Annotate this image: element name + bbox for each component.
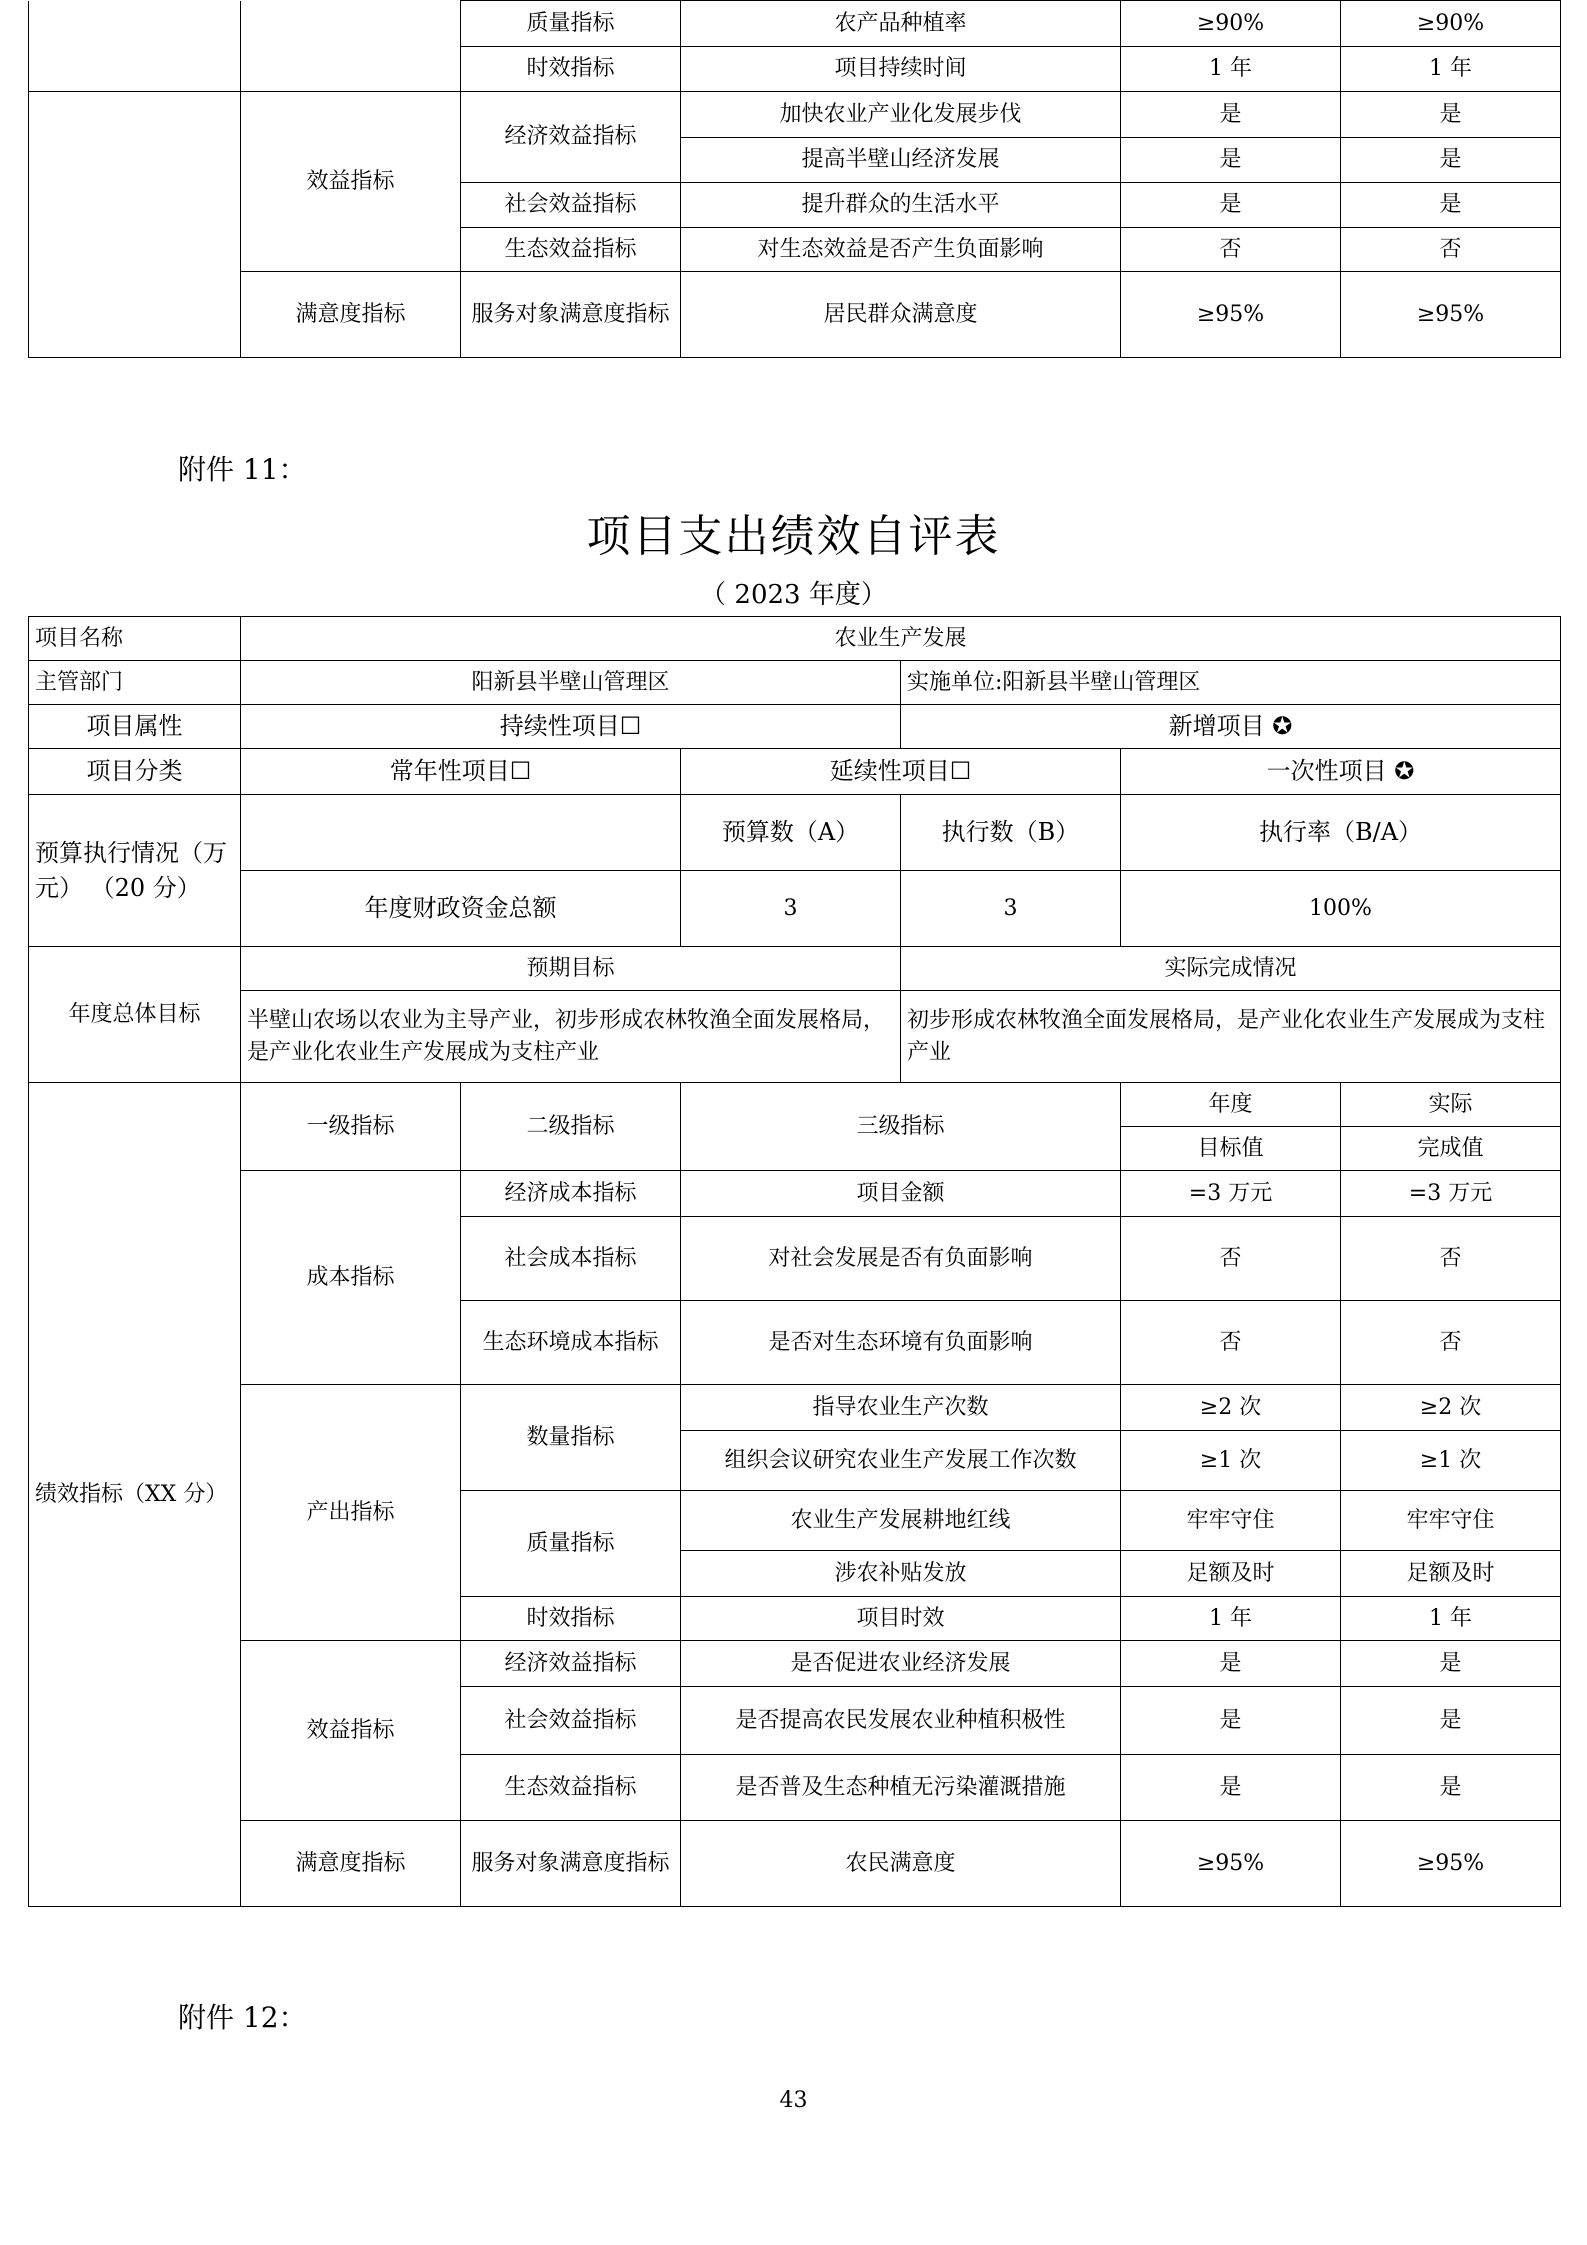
blank-cell [29,1,241,92]
actual-cell: ≥95% [1341,1821,1561,1907]
level2-cell: 生态效益指标 [461,1755,681,1821]
level3-cell: 农产品种植率 [681,1,1121,47]
output-indicator-label: 产出指标 [241,1385,461,1641]
target-cell: 是 [1121,1755,1341,1821]
target-cell: 是 [1121,1687,1341,1755]
level3-cell: 是否对生态环境有负面影响 [681,1301,1121,1385]
target-cell: 是 [1121,183,1341,228]
target-cell: ≥95% [1121,272,1341,358]
satisfaction-label: 满意度指标 [241,1821,461,1907]
fund-label: 年度财政资金总额 [241,871,681,947]
year-header: 年度 [1121,1083,1341,1127]
quantity-indicator-label: 数量指标 [461,1385,681,1491]
target-cell: ≥95% [1121,1821,1341,1907]
level2-cell: 社会效益指标 [461,183,681,228]
year-subtitle: （ 2023 年度） [700,580,887,610]
blank-cell [29,92,241,358]
actual-cell: =3 万元 [1341,1171,1561,1217]
goal-expected-header: 预期目标 [241,947,901,991]
target-cell: 1 年 [1121,47,1341,92]
previous-table-continuation [28,0,1561,358]
actual-cell: 1 年 [1341,47,1561,92]
target-header: 目标值 [1121,1127,1341,1171]
blank-cell [241,1,461,92]
page-number: 43 [779,2088,808,2113]
target-cell: 是 [1121,1641,1341,1687]
level3-cell: 加快农业产业化发展步伐 [681,92,1121,138]
level3-cell: 对社会发展是否有负面影响 [681,1217,1121,1301]
budget-label: 预算执行情况（万元） （20 分） [29,795,241,947]
target-cell: 牢牢守住 [1121,1491,1341,1551]
level2-cell: 时效指标 [461,47,681,92]
benefit-indicator-label: 效益指标 [241,1641,461,1821]
attr-continuing: 持续性项目☐ [241,705,901,749]
actual-cell: 1 年 [1341,1597,1561,1641]
class-regular: 常年性项目☐ [241,749,681,795]
level3-cell: 提升群众的生活水平 [681,183,1121,228]
attr-label: 项目属性 [29,705,241,749]
fund-b-value: 3 [901,871,1121,947]
level3-cell: 项目时效 [681,1597,1121,1641]
actual-cell: 是 [1341,183,1561,228]
level3-cell: 项目金额 [681,1171,1121,1217]
actual-cell: ≥90% [1341,1,1561,47]
level3-cell: 对生态效益是否产生负面影响 [681,228,1121,272]
actual-cell: ≥95% [1341,272,1561,358]
target-cell: 否 [1121,1217,1341,1301]
level3-cell: 项目持续时间 [681,47,1121,92]
level3-header: 三级指标 [681,1083,1121,1171]
goal-expected-text: 半壁山农场以农业为主导产业，初步形成农林牧渔全面发展格局，是产业化农业生产发展成为支柱产业 [241,991,901,1083]
target-cell: 足额及时 [1121,1551,1341,1597]
level1-header: 一级指标 [241,1083,461,1171]
target-cell: 否 [1121,228,1341,272]
cost-indicator-label: 成本指标 [241,1171,461,1385]
target-cell: =3 万元 [1121,1171,1341,1217]
level3-cell: 提高半壁山经济发展 [681,138,1121,183]
target-cell: ≥90% [1121,1,1341,47]
budget-a-header: 预算数（A） [681,795,901,871]
actual-cell: 是 [1341,1687,1561,1755]
level2-cell: 生态效益指标 [461,228,681,272]
project-name-label: 项目名称 [29,617,241,661]
actual-cell: 是 [1341,1755,1561,1821]
actual-cell: 否 [1341,1301,1561,1385]
level2-cell: 社会效益指标 [461,1687,681,1755]
level2-header: 二级指标 [461,1083,681,1171]
page-title: 项目支出绩效自评表 [586,511,1001,562]
actual-cell: 足额及时 [1341,1551,1561,1597]
level2-cell: 服务对象满意度指标 [461,272,681,358]
level3-cell: 是否普及生态种植无污染灌溉措施 [681,1755,1121,1821]
annex-11-label: 附件 11： [178,453,307,486]
goal-actual-text: 初步形成农林牧渔全面发展格局，是产业化农业生产发展成为支柱产业 [901,991,1561,1083]
class-onetime: 一次性项目 ✪ [1121,749,1561,795]
level3-cell: 是否提高农民发展农业种植积极性 [681,1687,1121,1755]
performance-self-evaluation-table [28,616,1561,1907]
actual-cell: 牢牢守住 [1341,1491,1561,1551]
goal-actual-header: 实际完成情况 [901,947,1561,991]
level2-cell: 质量指标 [461,1,681,47]
annex-12-label: 附件 12： [178,2001,307,2034]
actual-value-header: 完成值 [1341,1127,1561,1171]
blank-cell [241,795,681,871]
target-cell: 是 [1121,138,1341,183]
level2-cell: 经济效益指标 [461,1641,681,1687]
budget-b-header: 执行数（B） [901,795,1121,871]
dept-value: 阳新县半壁山管理区 [241,661,901,705]
level3-cell: 是否促进农业经济发展 [681,1641,1121,1687]
target-cell: ≥2 次 [1121,1385,1341,1431]
fund-a-value: 3 [681,871,901,947]
target-cell: ≥1 次 [1121,1431,1341,1491]
level2-cell: 社会成本指标 [461,1217,681,1301]
dept-label: 主管部门 [29,661,241,705]
level3-cell: 指导农业生产次数 [681,1385,1121,1431]
level2-cell: 时效指标 [461,1597,681,1641]
target-cell: 1 年 [1121,1597,1341,1641]
level3-cell: 居民群众满意度 [681,272,1121,358]
actual-header: 实际 [1341,1083,1561,1127]
level2-cell: 经济成本指标 [461,1171,681,1217]
econ-benefit-label: 经济效益指标 [461,92,681,183]
target-cell: 是 [1121,92,1341,138]
level3-cell: 农业生产发展耕地红线 [681,1491,1121,1551]
actual-cell: 否 [1341,228,1561,272]
actual-cell: 是 [1341,138,1561,183]
level2-cell: 服务对象满意度指标 [461,1821,681,1907]
level3-cell: 农民满意度 [681,1821,1121,1907]
level2-cell: 生态环境成本指标 [461,1301,681,1385]
project-name-value: 农业生产发展 [241,617,1561,661]
actual-cell: ≥1 次 [1341,1431,1561,1491]
perf-indicator-label: 绩效指标（XX 分） [29,1083,241,1907]
target-cell: 否 [1121,1301,1341,1385]
attr-new: 新增项目 ✪ [901,705,1561,749]
class-extended: 延续性项目☐ [681,749,1121,795]
quality-indicator-label: 质量指标 [461,1491,681,1597]
actual-cell: 否 [1341,1217,1561,1301]
actual-cell: 是 [1341,92,1561,138]
goal-label: 年度总体目标 [29,947,241,1083]
class-label: 项目分类 [29,749,241,795]
actual-cell: ≥2 次 [1341,1385,1561,1431]
level3-cell: 组织会议研究农业生产发展工作次数 [681,1431,1121,1491]
impl-unit-value: 实施单位:阳新县半壁山管理区 [901,661,1561,705]
level3-cell: 涉农补贴发放 [681,1551,1121,1597]
fund-rate-value: 100% [1121,871,1561,947]
satisfaction-label: 满意度指标 [241,272,461,358]
budget-rate-header: 执行率（B/A） [1121,795,1561,871]
benefit-indicator-label: 效益指标 [241,92,461,272]
actual-cell: 是 [1341,1641,1561,1687]
